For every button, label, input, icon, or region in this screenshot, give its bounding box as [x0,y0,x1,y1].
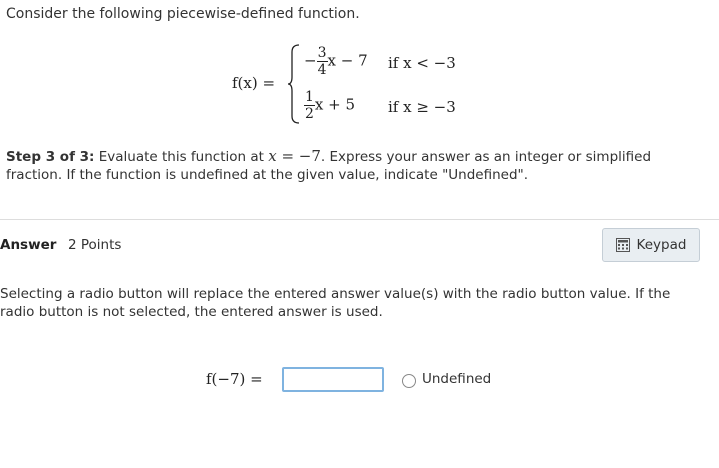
points-label: 2 Points [68,237,122,253]
case-2-numerator: 1 [305,89,314,105]
answer-equation-label: f(−7) = [206,370,263,388]
case-1-denominator: 4 [317,62,327,78]
step-instructions [6,147,696,184]
case-1-expression [304,46,368,77]
piecewise-function [232,44,492,124]
case-1-sign: − [304,51,317,70]
intro-text: Consider the following piecewise-defined function. [6,6,360,22]
case-1-condition: if x < −3 [388,54,456,72]
step-text-1: Evaluate this function at [94,149,269,165]
step-prefix: Step 3 of 3: [6,149,95,165]
step-variable: x [268,147,277,165]
case-1-fraction [317,46,328,77]
keypad-button[interactable] [602,228,700,262]
case-2-rest: x + 5 [314,95,356,114]
step-text-2: . Express your answer as an integer or simplified fraction. If the function is undefined at the given value, indicate "Undefined". [6,149,652,183]
undefined-radio[interactable] [402,374,416,388]
keypad-icon [616,238,630,252]
answer-label: Answer [0,237,57,253]
case-2-expression [304,90,355,121]
function-lhs: f(x) = [232,74,276,92]
left-brace-icon [287,44,301,124]
section-divider [0,219,719,220]
answer-input[interactable] [282,367,384,392]
radio-note: Selecting a radio button will replace the entered answer value(s) with the radio button value. If the radio button is not selected, the entered answer is used. [0,286,671,320]
step-value: = −7 [276,147,321,165]
keypad-label: Keypad [636,237,687,253]
case-1-numerator: 3 [317,45,327,61]
case-2-denominator: 2 [305,106,314,122]
undefined-radio-label[interactable]: Undefined [422,371,492,387]
case-2-condition: if x ≥ −3 [388,98,456,116]
case-2-fraction [304,90,315,121]
case-1-rest: x − 7 [327,51,368,70]
